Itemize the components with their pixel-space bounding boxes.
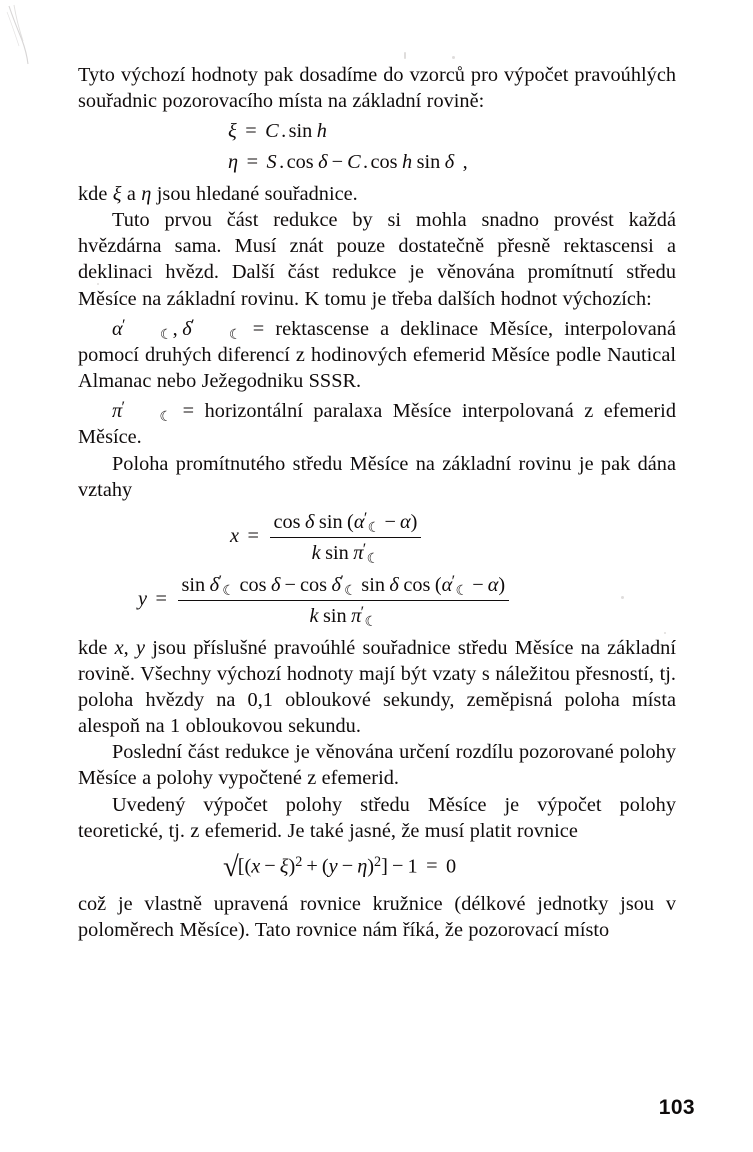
symbol-minus: − xyxy=(384,510,396,533)
operator-sin: sin xyxy=(288,120,313,143)
symbol-alpha: α xyxy=(487,574,499,597)
number-zero: 0 xyxy=(446,855,457,878)
symbol-comma: , xyxy=(123,637,136,659)
symbol-minus: − xyxy=(391,855,404,878)
symbol-C: C xyxy=(347,151,361,174)
fraction-denominator xyxy=(178,601,509,630)
equation-eta xyxy=(78,150,676,176)
scan-speck xyxy=(404,52,406,59)
symbol-delta: δ xyxy=(389,574,399,597)
symbol-equals: = xyxy=(247,524,259,547)
symbol-y: y xyxy=(138,588,148,611)
fraction-x xyxy=(270,508,421,567)
operator-cos: cos xyxy=(286,151,314,174)
symbol-alpha: α xyxy=(441,574,453,597)
fraction-numerator xyxy=(178,571,509,601)
symbol-h: h xyxy=(402,151,413,174)
symbol-prime: ′ xyxy=(360,603,365,622)
symbol-delta: δ xyxy=(318,151,328,174)
symbol-k: k xyxy=(311,541,321,564)
equation-x xyxy=(78,508,676,567)
symbol-pi: π xyxy=(353,541,364,564)
symbol-prime: ′ xyxy=(121,398,126,417)
symbol-eta: η xyxy=(141,183,152,206)
symbol-alpha: α xyxy=(399,510,411,533)
symbol-plus: + xyxy=(306,855,318,878)
scan-artifact-smudge xyxy=(6,4,32,66)
moon-icon: ☾ xyxy=(228,326,242,343)
symbol-y: y xyxy=(135,637,145,659)
symbol-delta: δ xyxy=(331,574,341,597)
symbol-prime: ′ xyxy=(191,315,195,334)
symbol-x: x xyxy=(114,637,124,659)
symbol-dot: . xyxy=(363,151,369,174)
paragraph-definition-alpha-delta xyxy=(78,312,676,395)
scan-speck xyxy=(452,56,455,59)
paragraph-intro: Tyto výchozí hodnoty pak dosadíme do vzorců pro výpočet pravoúhlých souřadnic pozorovacího místa na základní rovině: xyxy=(78,64,676,113)
symbol-lparen: ( xyxy=(244,855,252,878)
text-jsou-hledane: jsou hledané souřadnice. xyxy=(151,183,358,206)
equation-y xyxy=(78,571,676,630)
symbol-xi: ξ xyxy=(228,120,237,143)
symbol-lparen: ( xyxy=(347,510,354,533)
definition-text-pi: = horizontální paralaxa Měsíce interpolovaná z efemerid Měsíce. xyxy=(78,399,676,449)
symbol-equals: = xyxy=(245,120,257,143)
moon-icon: ☾ xyxy=(159,409,173,426)
operator-sin: sin xyxy=(318,510,343,533)
moon-icon: ☾ xyxy=(455,583,469,600)
number-one: 1 xyxy=(407,855,418,878)
symbol-prime: ′ xyxy=(340,572,344,591)
operator-cos: cos xyxy=(403,574,431,597)
definition-text-alpha-delta: = rektascense a deklinace Měsíce, interpolovaná pomocí druhých diferencí z hodinových efemerid Měsíce podle Nautical Almanac nebo Ježegodniku SSSR. xyxy=(78,317,676,392)
symbol-y: y xyxy=(328,855,338,878)
symbol-alpha: α xyxy=(112,317,123,340)
symbol-lparen: ( xyxy=(321,855,329,878)
operator-cos: cos xyxy=(239,574,267,597)
symbol-prime: ′ xyxy=(122,315,126,334)
symbol-prime: ′ xyxy=(218,572,223,591)
paragraph-tuto-prvou-cast: Tuto prvou část redukce by si mohla snadno provést každá hvězdárna sama. Musí znát pouze dostatečně přesně rektascensi a deklinaci hvězd. Další část redukce je věnována promítnutí středu Měsíce na základní rovinu. K tomu je třeba dalších hodnot výchozích: xyxy=(78,209,676,310)
symbol-pi: π xyxy=(351,605,362,628)
operator-cos: cos xyxy=(299,574,328,597)
symbol-k: k xyxy=(309,605,319,628)
symbol-eta: η xyxy=(228,151,239,174)
operator-sin: sin xyxy=(361,574,385,597)
symbol-comma: , xyxy=(172,317,178,340)
symbol-pi: π xyxy=(112,399,123,422)
moon-icon: ☾ xyxy=(344,583,357,600)
moon-icon: ☾ xyxy=(366,550,380,567)
symbol-prime: ′ xyxy=(362,539,367,558)
symbol-C: C xyxy=(265,120,279,143)
symbol-delta: δ xyxy=(270,574,281,597)
symbol-rparen: ) xyxy=(498,574,506,597)
symbol-minus: − xyxy=(331,151,344,174)
symbol-alpha: α xyxy=(353,510,365,533)
symbol-equals: = xyxy=(155,588,167,611)
symbol-rparen: ) xyxy=(410,510,418,533)
symbol-x: x xyxy=(230,524,240,547)
paragraph-posledni-cast: Poslední část redukce je věnována určení rozdílu pozorované polohy Měsíce a polohy vypočtené z efemerid. xyxy=(78,741,676,790)
symbol-minus: − xyxy=(284,574,296,597)
symbol-eta: η xyxy=(357,855,368,878)
symbol-dot: . xyxy=(279,151,285,174)
moon-icon: ☾ xyxy=(364,614,378,631)
symbol-lbrack: [ xyxy=(237,855,245,878)
symbol-delta: δ xyxy=(182,317,192,340)
text-jsou-prislusne: jsou příslušné pravoúhlé souřadnice středu Měsíce na základní rovině. Všechny výchozí hodnoty mají být vzaty s náležitou přesností, tj. poloha hvězdy na 0,1 obloukové sekundy, zeměpisná poloha místa alespoň na 1 obloukovou sekundu. xyxy=(78,637,676,738)
operator-sin: sin xyxy=(181,574,206,597)
symbol-x: x xyxy=(251,855,261,878)
moon-icon: ☾ xyxy=(159,326,173,343)
paragraph-uvedeny-vypocet: Uvedený výpočet polohy středu Měsíce je výpočet polohy teoretické, tj. z efemerid. Je také jasné, že musí platit rovnice xyxy=(78,793,676,842)
paragraph-coz-je-vlastne: což je vlastně upravená rovnice kružnice (délkové jednotky jsou v poloměrech Měsíce). Tato rovnice nám říká, že pozorovací místo xyxy=(78,892,676,941)
moon-icon: ☾ xyxy=(222,583,236,600)
radical-expression xyxy=(223,849,388,886)
symbol-prime: ′ xyxy=(451,572,456,591)
fraction-y xyxy=(178,571,509,630)
paragraph-poloha-promitnuteho: Poloha promítnutého středu Měsíce na základní rovinu je pak dána vztahy xyxy=(78,452,676,501)
paragraph-kde-x-y xyxy=(78,635,676,739)
symbol-prime: ′ xyxy=(363,508,368,527)
text-kde: kde xyxy=(78,637,115,659)
paragraph-definition-pi xyxy=(78,394,676,450)
page-number: 103 xyxy=(658,1096,695,1119)
symbol-xi: ξ xyxy=(112,183,122,206)
symbol-delta: δ xyxy=(444,151,455,174)
symbol-minus: − xyxy=(472,574,484,597)
operator-cos: cos xyxy=(273,510,301,533)
exponent-two: 2 xyxy=(374,853,382,870)
symbol-comma: , xyxy=(462,151,468,174)
text-kde: kde xyxy=(78,183,113,206)
operator-cos: cos xyxy=(370,151,398,174)
paragraph-kde-xi-eta xyxy=(78,181,676,207)
text-a: a xyxy=(121,183,142,206)
symbol-equals: = xyxy=(426,855,438,878)
symbol-rparen: ) xyxy=(288,855,296,878)
operator-sin: sin xyxy=(325,541,349,564)
symbol-minus: − xyxy=(264,855,276,878)
fraction-numerator xyxy=(270,508,421,538)
symbol-dot: . xyxy=(281,120,287,143)
exponent-two: 2 xyxy=(295,853,303,870)
symbol-h: h xyxy=(316,120,327,143)
radical-icon: √ xyxy=(223,850,239,883)
operator-sin: sin xyxy=(416,151,441,174)
page-text-column xyxy=(78,62,676,943)
symbol-minus: − xyxy=(341,855,354,878)
symbol-delta: δ xyxy=(305,510,315,533)
symbol-delta: δ xyxy=(209,574,220,597)
operator-sin: sin xyxy=(322,605,347,628)
symbol-equals: = xyxy=(246,151,259,174)
equation-xi xyxy=(78,119,676,145)
symbol-lparen: ( xyxy=(434,574,442,597)
equation-circle xyxy=(78,849,676,886)
fraction-denominator xyxy=(270,538,421,567)
symbol-xi: ξ xyxy=(279,855,289,878)
symbol-S: S xyxy=(266,151,277,174)
symbol-rparen: ) xyxy=(367,855,375,878)
moon-icon: ☾ xyxy=(367,519,381,536)
symbol-rbrack: ] xyxy=(381,855,388,878)
